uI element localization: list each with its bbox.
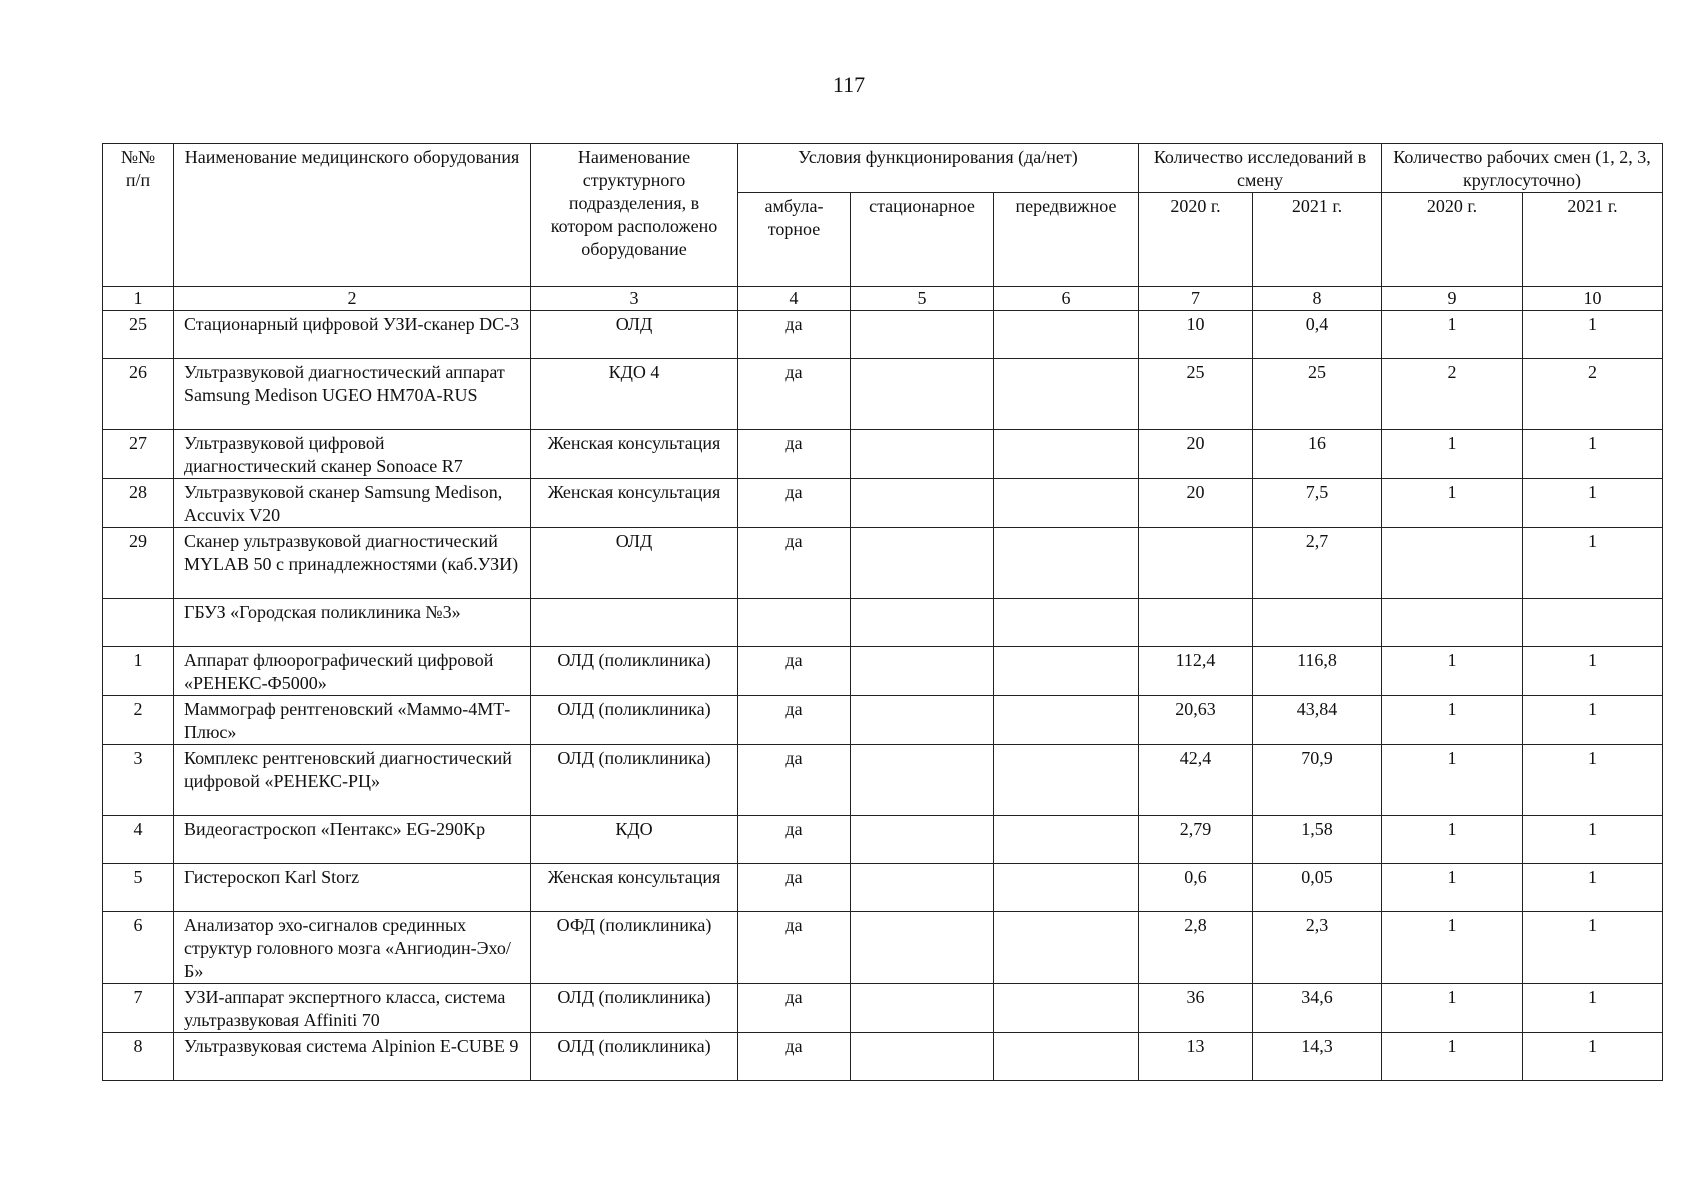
table-row <box>103 696 1663 745</box>
cell-ambulatory <box>738 599 851 647</box>
header-shifts-2020: 2020 г. <box>1382 193 1523 287</box>
table-body <box>103 287 1663 1081</box>
cell-shifts-2021: 1 <box>1523 745 1663 816</box>
cell-studies-2021: 0,05 <box>1253 864 1382 912</box>
column-number: 10 <box>1523 287 1663 311</box>
cell-equipment-name: Ультразвуковой сканер Samsung Medison, Accuvix V20 <box>174 479 531 528</box>
cell-studies-2020 <box>1139 528 1253 599</box>
cell-ambulatory: да <box>738 647 851 696</box>
cell-shifts-2020: 1 <box>1382 479 1523 528</box>
cell-studies-2021: 25 <box>1253 359 1382 430</box>
cell-ambulatory: да <box>738 864 851 912</box>
cell-shifts-2020: 1 <box>1382 864 1523 912</box>
cell-studies-2020: 20 <box>1139 479 1253 528</box>
cell-equipment-name: Сканер ультразвуковой диагностический MYLAB 50 с принадлежностями (каб.УЗИ) <box>174 528 531 599</box>
cell-studies-2020: 42,4 <box>1139 745 1253 816</box>
cell-ambulatory: да <box>738 696 851 745</box>
cell-row-number: 2 <box>103 696 174 745</box>
column-number: 6 <box>994 287 1139 311</box>
column-number: 4 <box>738 287 851 311</box>
cell-studies-2020: 20,63 <box>1139 696 1253 745</box>
cell-studies-2021: 7,5 <box>1253 479 1382 528</box>
cell-row-number: 3 <box>103 745 174 816</box>
header-shifts-2021: 2021 г. <box>1523 193 1663 287</box>
cell-studies-2020: 20 <box>1139 430 1253 479</box>
cell-department: Женская консультация <box>531 864 738 912</box>
cell-mobile <box>994 1033 1139 1081</box>
cell-row-number: 8 <box>103 1033 174 1081</box>
cell-shifts-2021: 1 <box>1523 816 1663 864</box>
table-row <box>103 864 1663 912</box>
cell-shifts-2021: 2 <box>1523 359 1663 430</box>
equipment-table <box>102 143 1663 1081</box>
cell-ambulatory: да <box>738 984 851 1033</box>
cell-stationary <box>851 599 994 647</box>
header-studies: Количество исследований в смену <box>1139 144 1382 193</box>
cell-stationary <box>851 745 994 816</box>
cell-stationary <box>851 479 994 528</box>
cell-mobile <box>994 430 1139 479</box>
cell-studies-2021: 70,9 <box>1253 745 1382 816</box>
table-row <box>103 984 1663 1033</box>
cell-row-number: 1 <box>103 647 174 696</box>
cell-shifts-2021: 1 <box>1523 864 1663 912</box>
cell-mobile <box>994 745 1139 816</box>
cell-row-number: 29 <box>103 528 174 599</box>
cell-mobile <box>994 359 1139 430</box>
cell-ambulatory: да <box>738 430 851 479</box>
cell-studies-2021: 16 <box>1253 430 1382 479</box>
cell-department: ОЛД (поликлиника) <box>531 647 738 696</box>
cell-equipment-name: УЗИ-аппарат экспертного класса, система ультразвуковая Affiniti 70 <box>174 984 531 1033</box>
cell-stationary <box>851 430 994 479</box>
cell-mobile <box>994 311 1139 359</box>
cell-equipment-name: Аппарат флюорографический цифровой «РЕНЕКС-Ф5000» <box>174 647 531 696</box>
cell-row-number: 25 <box>103 311 174 359</box>
cell-equipment-name: Комплекс рентгеновский диагностический цифровой «РЕНЕКС-РЦ» <box>174 745 531 816</box>
cell-department: ОЛД (поликлиника) <box>531 984 738 1033</box>
cell-shifts-2020: 1 <box>1382 745 1523 816</box>
cell-equipment-name: Ультразвуковая система Alpinion E-CUBE 9 <box>174 1033 531 1081</box>
cell-mobile <box>994 912 1139 984</box>
table-row <box>103 430 1663 479</box>
table-row <box>103 311 1663 359</box>
cell-department: КДО <box>531 816 738 864</box>
cell-shifts-2020 <box>1382 599 1523 647</box>
cell-shifts-2020: 1 <box>1382 696 1523 745</box>
cell-department: ОФД (поликлиника) <box>531 912 738 984</box>
column-number: 7 <box>1139 287 1253 311</box>
cell-shifts-2021: 1 <box>1523 984 1663 1033</box>
cell-studies-2021: 2,3 <box>1253 912 1382 984</box>
table-row <box>103 745 1663 816</box>
header-studies-2020: 2020 г. <box>1139 193 1253 287</box>
cell-shifts-2020: 1 <box>1382 816 1523 864</box>
cell-row-number <box>103 599 174 647</box>
cell-studies-2020: 112,4 <box>1139 647 1253 696</box>
cell-ambulatory: да <box>738 311 851 359</box>
cell-shifts-2020: 1 <box>1382 1033 1523 1081</box>
cell-shifts-2020: 1 <box>1382 311 1523 359</box>
cell-studies-2020: 13 <box>1139 1033 1253 1081</box>
cell-mobile <box>994 528 1139 599</box>
cell-studies-2020: 0,6 <box>1139 864 1253 912</box>
cell-ambulatory: да <box>738 1033 851 1081</box>
cell-studies-2020 <box>1139 599 1253 647</box>
column-number: 9 <box>1382 287 1523 311</box>
cell-department: ОЛД <box>531 528 738 599</box>
cell-studies-2021: 2,7 <box>1253 528 1382 599</box>
cell-mobile <box>994 864 1139 912</box>
cell-department: ОЛД (поликлиника) <box>531 1033 738 1081</box>
cell-studies-2021: 43,84 <box>1253 696 1382 745</box>
header-cond-stationary: стационарное <box>851 193 994 287</box>
table-section-row <box>103 599 1663 647</box>
cell-studies-2021: 0,4 <box>1253 311 1382 359</box>
cell-shifts-2020: 1 <box>1382 647 1523 696</box>
cell-stationary <box>851 359 994 430</box>
column-number: 1 <box>103 287 174 311</box>
cell-department: КДО 4 <box>531 359 738 430</box>
cell-shifts-2020: 1 <box>1382 984 1523 1033</box>
cell-studies-2021: 14,3 <box>1253 1033 1382 1081</box>
cell-department: ОЛД (поликлиника) <box>531 745 738 816</box>
cell-stationary <box>851 696 994 745</box>
cell-equipment-name: Анализатор эхо-сигналов срединных структур головного мозга «Ангиодин-Эхо/Б» <box>174 912 531 984</box>
cell-department: Женская консультация <box>531 479 738 528</box>
cell-shifts-2021: 1 <box>1523 311 1663 359</box>
cell-shifts-2020: 2 <box>1382 359 1523 430</box>
cell-equipment-name: ГБУЗ «Городская поликлиника №3» <box>174 599 531 647</box>
cell-equipment-name: Стационарный цифровой УЗИ-сканер DC-3 <box>174 311 531 359</box>
cell-mobile <box>994 599 1139 647</box>
cell-row-number: 27 <box>103 430 174 479</box>
table-row <box>103 479 1663 528</box>
cell-row-number: 5 <box>103 864 174 912</box>
header-cond-mobile: передвижное <box>994 193 1139 287</box>
cell-shifts-2021: 1 <box>1523 647 1663 696</box>
cell-stationary <box>851 912 994 984</box>
table-row <box>103 1033 1663 1081</box>
cell-equipment-name: Видеогастроскоп «Пентакс» EG-290Kp <box>174 816 531 864</box>
cell-stationary <box>851 984 994 1033</box>
cell-ambulatory: да <box>738 912 851 984</box>
cell-stationary <box>851 528 994 599</box>
cell-department <box>531 599 738 647</box>
table-row <box>103 816 1663 864</box>
header-department: Наименование структурного подразделения, в котором расположено оборудование <box>531 144 738 287</box>
cell-row-number: 26 <box>103 359 174 430</box>
cell-department: ОЛД <box>531 311 738 359</box>
column-number: 2 <box>174 287 531 311</box>
cell-row-number: 28 <box>103 479 174 528</box>
table-row <box>103 359 1663 430</box>
cell-mobile <box>994 696 1139 745</box>
cell-shifts-2020: 1 <box>1382 430 1523 479</box>
cell-ambulatory: да <box>738 745 851 816</box>
cell-ambulatory: да <box>738 528 851 599</box>
header-shifts: Количество рабочих смен (1, 2, 3, круглосуточно) <box>1382 144 1663 193</box>
cell-department: ОЛД (поликлиника) <box>531 696 738 745</box>
cell-ambulatory: да <box>738 816 851 864</box>
column-number-row <box>103 287 1663 311</box>
cell-equipment-name: Ультразвуковой цифровой диагностический сканер Sonoace R7 <box>174 430 531 479</box>
cell-studies-2020: 36 <box>1139 984 1253 1033</box>
cell-equipment-name: Маммограф рентгеновский «Маммо-4МТ-Плюс» <box>174 696 531 745</box>
cell-mobile <box>994 816 1139 864</box>
cell-shifts-2021: 1 <box>1523 696 1663 745</box>
column-number: 8 <box>1253 287 1382 311</box>
table-header <box>103 144 1663 287</box>
cell-row-number: 6 <box>103 912 174 984</box>
header-cond-ambulatory: амбула-торное <box>738 193 851 287</box>
header-equipment-name: Наименование медицинского оборудования <box>174 144 531 287</box>
cell-shifts-2021 <box>1523 599 1663 647</box>
cell-studies-2020: 10 <box>1139 311 1253 359</box>
cell-department: Женская консультация <box>531 430 738 479</box>
cell-shifts-2021: 1 <box>1523 479 1663 528</box>
cell-shifts-2021: 1 <box>1523 430 1663 479</box>
cell-ambulatory: да <box>738 359 851 430</box>
cell-studies-2021: 1,58 <box>1253 816 1382 864</box>
cell-studies-2021: 34,6 <box>1253 984 1382 1033</box>
cell-studies-2021: 116,8 <box>1253 647 1382 696</box>
cell-mobile <box>994 479 1139 528</box>
cell-shifts-2020 <box>1382 528 1523 599</box>
cell-shifts-2021: 1 <box>1523 912 1663 984</box>
cell-studies-2020: 2,8 <box>1139 912 1253 984</box>
cell-stationary <box>851 816 994 864</box>
header-num: №№ п/п <box>103 144 174 287</box>
column-number: 5 <box>851 287 994 311</box>
cell-studies-2021 <box>1253 599 1382 647</box>
cell-studies-2020: 2,79 <box>1139 816 1253 864</box>
column-number: 3 <box>531 287 738 311</box>
cell-stationary <box>851 647 994 696</box>
table-row <box>103 528 1663 599</box>
header-conditions: Условия функционирования (да/нет) <box>738 144 1139 193</box>
cell-shifts-2021: 1 <box>1523 528 1663 599</box>
cell-row-number: 7 <box>103 984 174 1033</box>
cell-mobile <box>994 984 1139 1033</box>
cell-studies-2020: 25 <box>1139 359 1253 430</box>
cell-shifts-2020: 1 <box>1382 912 1523 984</box>
page-number: 117 <box>832 72 866 97</box>
cell-equipment-name: Ультразвуковой диагностический аппарат Samsung Medison UGEO HM70A-RUS <box>174 359 531 430</box>
cell-equipment-name: Гистероскоп Karl Storz <box>174 864 531 912</box>
table-row <box>103 647 1663 696</box>
cell-stationary <box>851 1033 994 1081</box>
cell-ambulatory: да <box>738 479 851 528</box>
table-row <box>103 912 1663 984</box>
cell-row-number: 4 <box>103 816 174 864</box>
cell-mobile <box>994 647 1139 696</box>
cell-stationary <box>851 311 994 359</box>
cell-shifts-2021: 1 <box>1523 1033 1663 1081</box>
header-studies-2021: 2021 г. <box>1253 193 1382 287</box>
cell-stationary <box>851 864 994 912</box>
